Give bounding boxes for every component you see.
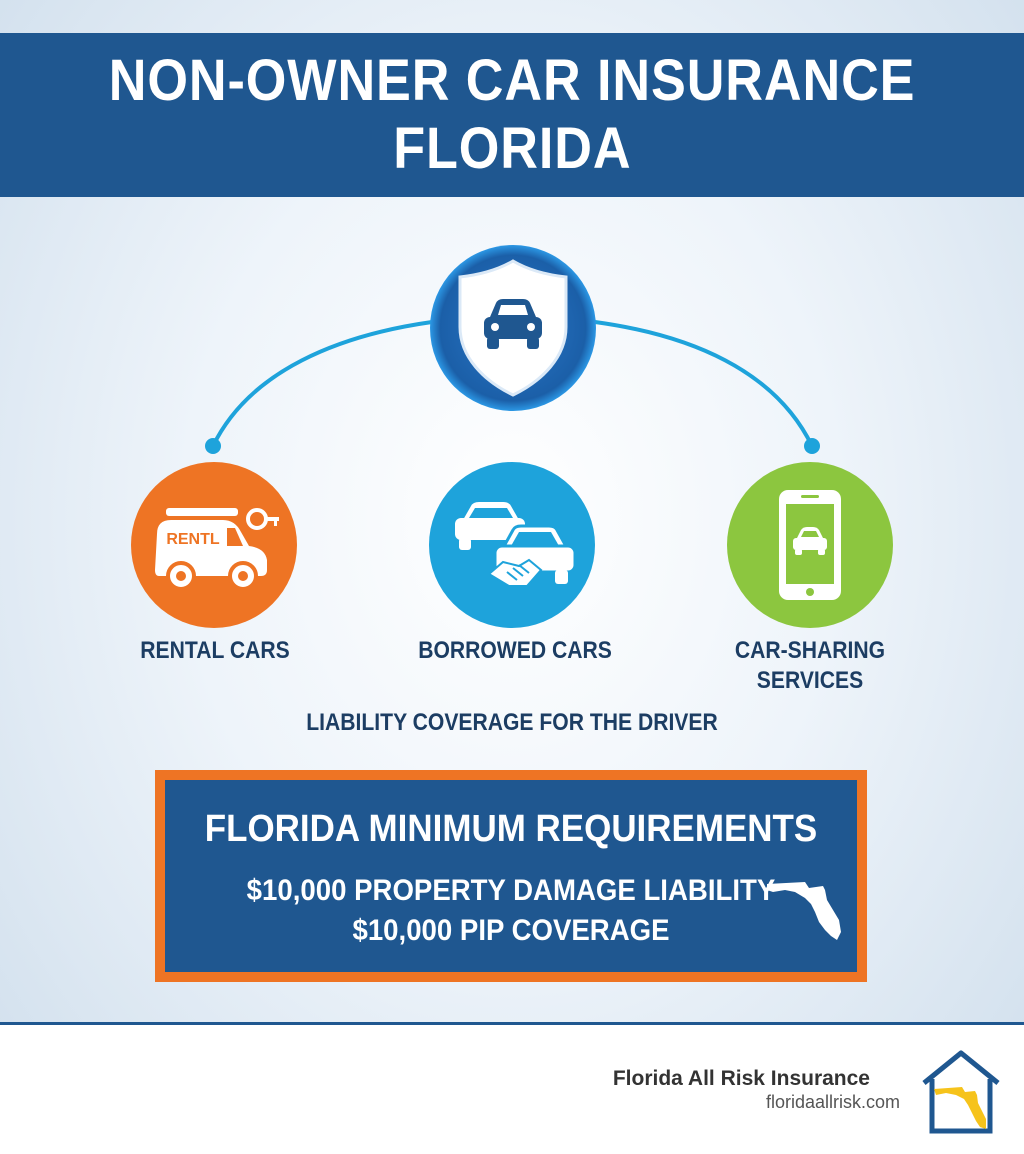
borrowed-cars-label [409, 636, 620, 666]
car-sharing-label-line1: CAR-SHARING [734, 637, 886, 664]
car-sharing-label-line2: SERVICES [756, 667, 864, 694]
cars-handshake-icon [429, 462, 595, 628]
footer [0, 1025, 1024, 1154]
liability-caption: LIABILITY COVERAGE FOR THE DRIVER [306, 709, 718, 736]
requirement-item: $10,000 PROPERTY DAMAGE LIABILITY [246, 874, 776, 907]
title-line-1: NON-OWNER CAR INSURANCE [108, 48, 916, 113]
rental-van-key-icon [131, 462, 297, 628]
connector-dot-right [804, 438, 820, 454]
requirement-item: $10,000 PIP COVERAGE [352, 914, 670, 947]
rental-cars-label-line1: RENTAL CARS [140, 637, 290, 664]
brand-name: Florida All Risk Insurance [612, 1067, 870, 1090]
florida-map-icon [765, 874, 849, 944]
requirements-title: FLORIDA MINIMUM REQUIREMENTS [204, 808, 818, 850]
svg-text:RENTL: RENTL [166, 531, 220, 548]
borrowed-cars-circle [429, 462, 595, 628]
shield-car-icon [430, 245, 596, 411]
borrowed-cars-label-line1: BORROWED CARS [418, 637, 612, 664]
connector-dot-left [205, 438, 221, 454]
requirements-box [155, 770, 867, 982]
house-florida-logo [918, 1047, 1004, 1137]
car-sharing-label [700, 636, 920, 696]
title-line-2: FLORIDA [392, 116, 632, 181]
car-sharing-circle [727, 462, 893, 628]
rental-cars-label [109, 636, 320, 666]
smartphone-car-icon [727, 462, 893, 628]
rental-cars-circle [131, 462, 297, 628]
brand-url[interactable]: floridaallrisk.com [765, 1092, 900, 1112]
